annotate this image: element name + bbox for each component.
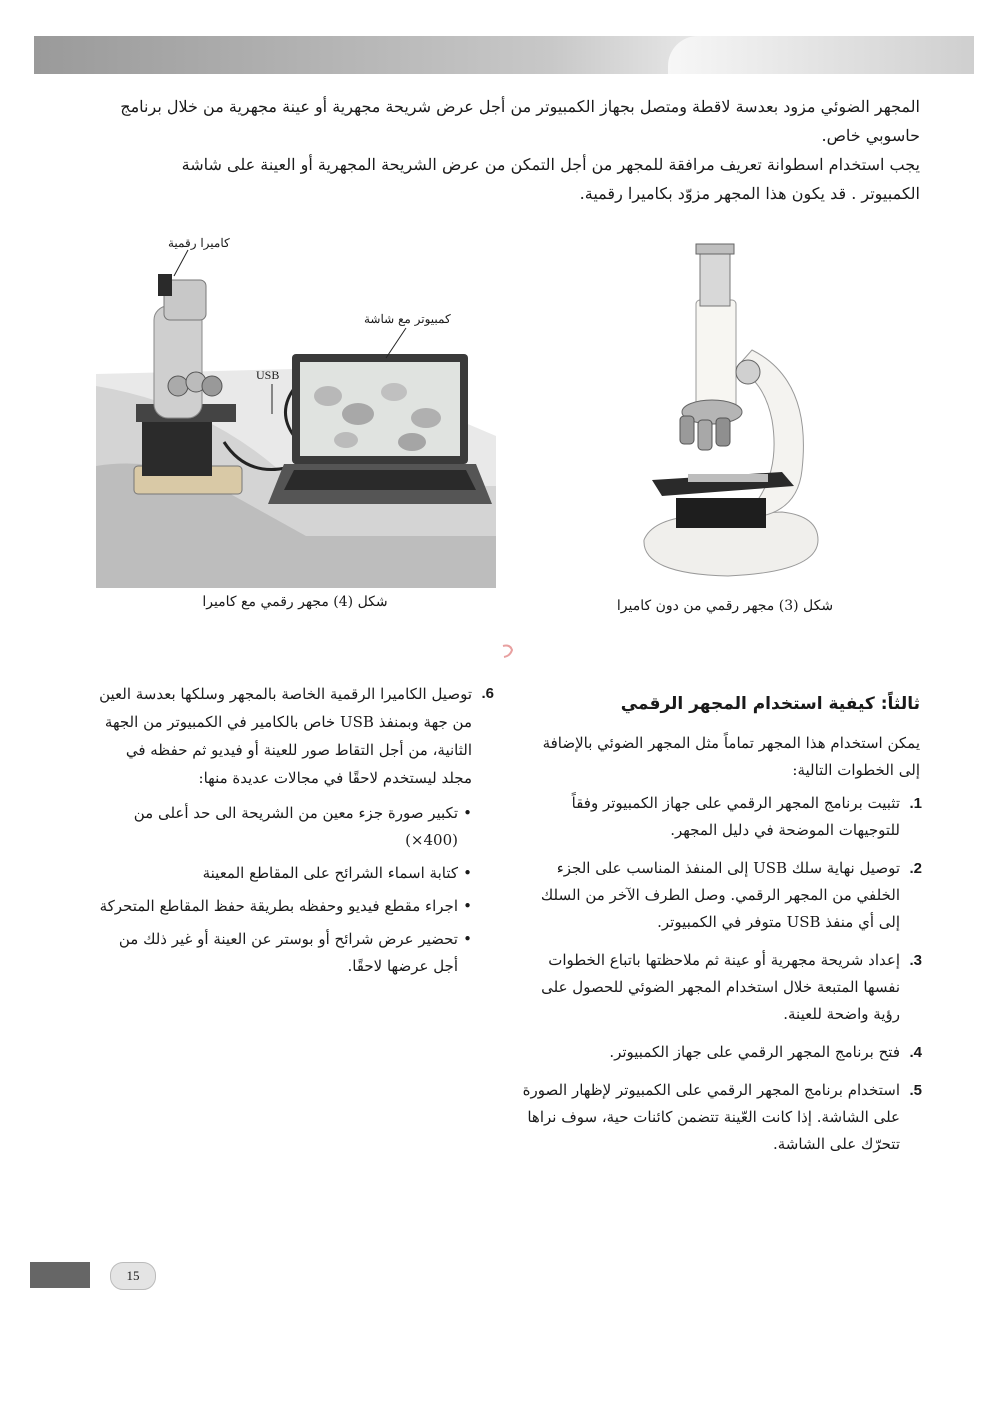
- figure-3-svg: [632, 240, 824, 584]
- step-number: 6.: [481, 685, 494, 702]
- step-6-block: [96, 680, 494, 986]
- list-item: [96, 926, 472, 980]
- label-digital-camera: كاميرا رقمية: [168, 236, 230, 250]
- intro-paragraph-2: يجب استخدام اسطوانة تعريف مرافقة للمجهر من أجل التمكن من عرض الشريحة المجهرية أو العينة على شاشة الكمبيوتر . قد يكون هذا المجهر مزوّد بكاميرا رقمية.: [181, 155, 920, 203]
- list-item: [96, 800, 472, 854]
- bullet-icon: •: [463, 804, 472, 822]
- step-number: 5.: [909, 1082, 922, 1099]
- step-number: 3.: [909, 952, 922, 969]
- step-text: توصيل نهاية سلك USB إلى المنفذ المناسب على الجزء الخلفي من المجهر الرقمي. وصل الطرف الآخر من السلك إلى أي منفذ USB متوفر في الكمبيوتر.: [540, 859, 900, 931]
- steps-list: [520, 790, 922, 1169]
- section-intro: يمكن استخدام هذا المجهر تماماً مثل المجهر الضوئي بالإضافة إلى الخطوات التالية:: [542, 734, 920, 779]
- figure-3-caption: شكل (3) مجهر رقمي من دون كاميرا: [616, 598, 834, 614]
- bullet-text: تحضير عرض شرائح أو بوستر عن العينة أو غير ذلك من أجل عرضها لاحقًا.: [118, 930, 458, 975]
- list-item: [520, 947, 922, 1028]
- bullet-text: كتابة اسماء الشرائح على المقاطع المعينة: [202, 864, 458, 882]
- list-item: [520, 1039, 922, 1066]
- intro-paragraphs: [120, 92, 920, 208]
- step-number: 1.: [909, 795, 922, 812]
- figure-4-illustration: [96, 236, 496, 588]
- label-computer-with-screen: كمبيوتر مع شاشة: [364, 312, 451, 326]
- bullet-text: تكبير صورة جزء معين من الشريحة الى حد أعلى من (400×): [133, 804, 458, 849]
- page-number-badge: [30, 1262, 140, 1288]
- figure-4-svg: [96, 236, 496, 588]
- step-text: تثبيت برنامج المجهر الرقمي على جهاز الكمبيوتر وفقاً للتوجيهات الموضحة في دليل المجهر.: [571, 794, 900, 839]
- intro-paragraph-1: المجهر الضوئي مزود بعدسة لاقطة ومتصل بجهاز الكمبيوتر من أجل عرض شريحة مجهرية أو عينة مجهرية من خلال برنامج حاسوبي خاص.: [120, 97, 920, 145]
- list-item: [520, 1077, 922, 1158]
- figure-3-illustration: [632, 240, 824, 584]
- bullet-icon: •: [463, 864, 472, 882]
- figure-4-caption: شكل (4) مجهر رقمي مع كاميرا: [202, 594, 388, 610]
- page-number-notch: [90, 1262, 110, 1288]
- step-6: [96, 680, 494, 792]
- list-item: [520, 855, 922, 936]
- list-item: [520, 790, 922, 844]
- bullet-icon: •: [463, 897, 472, 915]
- step-text: إعداد شريحة مجهرية أو عينة ثم ملاحظتها باتباع الخطوات نفسها المتبعة خلال استخدام المجهر الضوئي للحصول على رؤية واضحة للعينة.: [541, 951, 900, 1023]
- section-title: ثالثاً: كيفية استخدام المجهر الرقمي: [620, 694, 920, 714]
- step-text: توصيل الكاميرا الرقمية الخاصة بالمجهر وسلكها بعدسة العين من جهة وبمنفذ USB خاص بالكامير في الكمبيوتر من الجهة الثانية، من أجل التقاط صور للعينة أو فيديو ثم حفظه في مجلد ليستخدم لاحقًا في مجالات عديدة منها:: [99, 685, 472, 787]
- uses-list: [96, 800, 494, 980]
- step-number: 4.: [909, 1044, 922, 1061]
- list-item: [96, 860, 472, 887]
- page-number: 15: [110, 1262, 156, 1290]
- scan-mark-icon: [500, 642, 516, 660]
- header-tab: [668, 36, 974, 74]
- page-number-bar: [30, 1262, 90, 1288]
- step-text: فتح برنامج المجهر الرقمي على جهاز الكمبيوتر.: [609, 1043, 900, 1061]
- step-number: 2.: [909, 860, 922, 877]
- bullet-text: اجراء مقطع فيديو وحفظه بطريقة حفظ المقاطع المتحركة: [99, 897, 458, 915]
- list-item: [96, 893, 472, 920]
- bullet-icon: •: [463, 930, 472, 948]
- step-text: استخدام برنامج المجهر الرقمي على الكمبيوتر لإظهار الصورة على الشاشة. إذا كانت العّينة تتضمن كائنات حية، سوف نراها تتحرّك على الشاشة.: [522, 1081, 900, 1153]
- label-usb: USB: [256, 368, 280, 382]
